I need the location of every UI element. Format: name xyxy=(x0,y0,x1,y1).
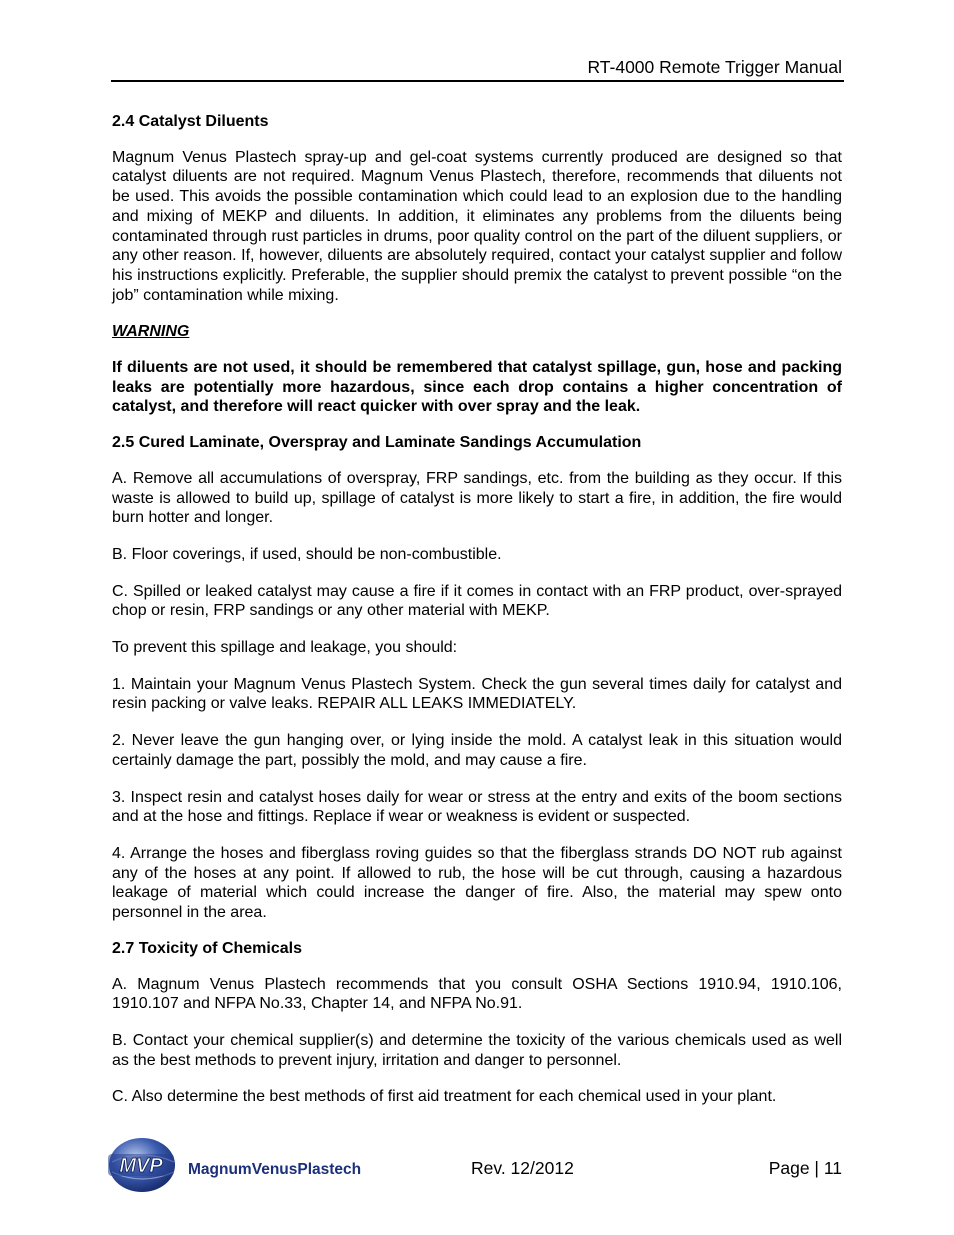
section-heading-2-7: 2.7 Toxicity of Chemicals xyxy=(112,939,302,957)
paragraph-2-5-b: B. Floor coverings, if used, should be non-combustible. xyxy=(112,545,502,563)
paragraph-2-7-b: B. Contact your chemical supplier(s) and determine the toxicity of the various chemicals used as well as the best methods to prevent injury, irritation and danger to personnel. xyxy=(112,1031,842,1069)
manual-title: RT-4000 Remote Trigger Manual xyxy=(587,57,842,77)
logo-mark: MVP xyxy=(119,1155,163,1177)
section-heading-2-5: 2.5 Cured Laminate, Overspray and Laminate Sandings Accumulation xyxy=(112,434,642,452)
page-header xyxy=(111,56,844,82)
paragraph-2-7-c: C. Also determine the best methods of first aid treatment for each chemical used in your plant. xyxy=(112,1088,777,1106)
paragraph-catalyst-diluents: Magnum Venus Plastech spray-up and gel-coat systems currently produced are designed so that catalyst diluents are not required. Magnum Venus Plastech, therefore, recommends that diluents not be used. This avoids the possible contamination which could lead to an explosion due to the handling and mixing of MEKP and diluents. In addition, it eliminates any problems from the diluents being contaminated through rust particles in drums, poor quality control on the part of the diluent suppliers, or any other reason. If, however, diluents are absolutely required, contact your catalyst supplier and follow his instructions explicitly. Preferable, the supplier should premix the catalyst to prevent possible “on the job” contamination while mixing. xyxy=(112,148,842,304)
paragraph-2-5-c: C. Spilled or leaked catalyst may cause a fire if it comes in contact with an FRP product, over-sprayed chop or resin, FRP sandings or any other material with MEKP. xyxy=(112,582,842,620)
list-item-2: 2. Never leave the gun hanging over, or lying inside the mold. A catalyst leak in this situation would certainly damage the part, possibly the mold, and may cause a fire. xyxy=(112,732,842,769)
list-item-3: 3. Inspect resin and catalyst hoses daily for wear or stress at the entry and exits of the boom sections and at the hose and fittings. Replace if wear or weakness is evident or suspected. xyxy=(112,788,842,826)
document-body xyxy=(112,112,842,1107)
paragraph-2-5-intro: To prevent this spillage and leakage, you should: xyxy=(112,639,458,657)
mvp-logo xyxy=(104,1134,404,1194)
paragraph-2-5-a: A. Remove all accumulations of overspray, FRP sandings, etc. from the building as they occur. If this waste is allowed to build up, spillage of catalyst is more likely to start a fire, in addition, the fire would burn hotter and longer. xyxy=(112,469,842,527)
revision-date: Rev. 12/2012 xyxy=(471,1158,574,1178)
list-item-1: 1. Maintain your Magnum Venus Plastech System. Check the gun several times daily for catalyst and resin packing or valve leaks. REPAIR ALL LEAKS IMMEDIATELY. xyxy=(112,675,842,713)
page-number: Page | 11 xyxy=(768,1158,842,1178)
warning-label: WARNING xyxy=(112,323,190,341)
logo-company-name: MagnumVenusPlastech xyxy=(188,1161,362,1178)
section-heading-2-4: 2.4 Catalyst Diluents xyxy=(112,113,269,130)
warning-text: If diluents are not used, it should be remembered that catalyst spillage, gun, hose and packing leaks are potentially more hazardous, since each drop contains a higher concentration of catalyst, and therefore will react quicker with over spray and the leak. xyxy=(112,359,842,416)
page-footer xyxy=(104,1132,844,1196)
paragraph-2-7-a: A. Magnum Venus Plastech recommends that you consult OSHA Sections 1910.94, 1910.106, 1910.107 and NFPA No.33, Chapter 14, and NFPA No.91. xyxy=(112,975,842,1013)
list-item-4: 4. Arrange the hoses and fiberglass roving guides so that the fiberglass strands DO NOT rub against any of the hoses at any point. If allowed to rub, the hose will be cut through, causing a hazardous leakage of material which could increase the danger of fire. Also, the material may spew onto personnel in the area. xyxy=(112,844,842,922)
